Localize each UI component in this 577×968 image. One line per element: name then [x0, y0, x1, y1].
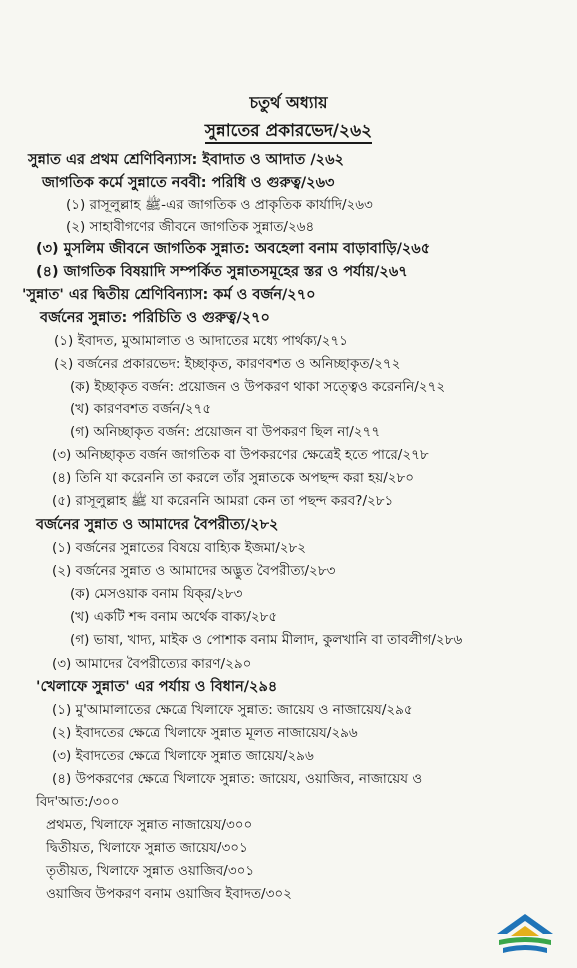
- toc-entry: (২) বর্জনের সুন্নাত ও আমাদের অদ্ভুত বৈপরীত্য/২৮৩: [52, 563, 336, 579]
- toc-entry: (৪) তিনি যা করেননি তা করলে তাঁর সুন্নাতকে অপছন্দ করা হয়/২৮০: [52, 470, 415, 486]
- toc-entry: (৪) জাগতিক বিষয়াদি সম্পর্কিত সুন্নাতসমূহের স্তর ও পর্যায়/২৬৭: [36, 264, 408, 280]
- toc-entry: প্রথমত, খিলাফে সুন্নাত নাজায়েয/৩০০: [46, 817, 253, 833]
- toc-entry: জাগতিক কর্মে সুন্নাতে নববী: পরিধি ও গুরুত্ব/২৬৩: [42, 175, 335, 191]
- toc-entry: সুন্নাত এর প্রথম শ্রেণিবিন্যাস: ইবাদাত ও আদাত /২৬২: [28, 152, 344, 168]
- toc-entry: (খ) একটি শব্দ বনাম অর্থেক বাক্য/২৮৫: [70, 609, 278, 625]
- toc-entry: (২) ইবাদতের ক্ষেত্রে খিলাফে সুন্নাত মূলত নাজায়েয/২৯৬: [52, 725, 358, 741]
- toc-entry: (খ) কারণবশত বর্জন/২৭৫: [70, 401, 212, 417]
- toc-entry: (৪) উপকরণের ক্ষেত্রে খিলাফে সুন্নাত: জায়েয, ওয়াজিব, নাজায়েয ও: [52, 771, 423, 787]
- toc-entry: (৫) রাসূলুল্লাহ ﷺ যা করেননি আমরা কেন তা পছন্দ করব?/২৮১: [52, 493, 394, 509]
- toc-entry: বিদ'আত:/৩০০: [36, 794, 120, 810]
- toc-entry: (১) ইবাদত, মুআমালাত ও আদাতের মধ্যে পার্থক্য/২৭১: [54, 333, 348, 349]
- toc-entry: (২) বর্জনের প্রকারভেদ: ইচ্ছাকৃত, কারণবশত ও অনিচ্ছাকৃত/২৭২: [54, 356, 401, 372]
- toc-entry: দ্বিতীয়ত, খিলাফে সুন্নাত জায়েয/৩০১: [46, 840, 248, 856]
- toc-entry: (ক) ইচ্ছাকৃত বর্জন: প্রয়োজন ও উপকরণ থাকা সত্ত্বেও করেননি/২৭২: [70, 379, 446, 395]
- toc-entry: (ক) মেসওয়াক বনাম যিক্‌র/২৮৩: [70, 586, 243, 602]
- section-title: [0, 118, 577, 146]
- toc-entry: বর্জনের সুন্নাত ও আমাদের বৈপরীত্য/২৮২: [36, 517, 279, 533]
- toc-entry: (২) সাহাবীগণের জীবনে জাগতিক সুন্নাত/২৬৪: [66, 219, 315, 235]
- toc-entry: (৩) আমাদের বৈপরীত্যের কারণ/২৯০: [52, 656, 252, 672]
- toc-entry: 'সুন্নাত' এর দ্বিতীয় শ্রেণিবিন্যাস: কর্ম ও বর্জন/২৭০: [22, 287, 316, 303]
- toc-entry: (৩) মুসলিম জীবনে জাগতিক সুন্নাত: অবহেলা বনাম বাড়াবাড়ি/২৬৫: [36, 241, 431, 257]
- toc-entry: (৩) অনিচ্ছাকৃত বর্জন জাগতিক বা উপকরণের ক্ষেত্রেই হতে পারে/২৭৮: [52, 447, 429, 463]
- toc-entry: (৩) ইবাদতের ক্ষেত্রে খিলাফে সুন্নাত জায়েয/২৯৬: [52, 748, 314, 764]
- toc-entry: বর্জনের সুন্নাত: পরিচিতি ও গুরুত্ব/২৭০: [40, 310, 270, 326]
- publisher-logo-icon: [493, 912, 557, 958]
- chapter-heading: চতুর্থ অধ্যায়: [249, 93, 328, 112]
- toc-entry: (গ) ভাষা, খাদ্য, মাইক ও পোশাক বনাম মীলাদ, কুলখানি বা তাবলীগ/২৮৬: [70, 632, 463, 648]
- toc-entry: (১) রাসূলুল্লাহ ﷺ-এর জাগতিক ও প্রাকৃতিক কার্যাদি/২৬৩: [66, 197, 373, 213]
- toc-entry: (১) বর্জনের সুন্নাতের বিষয়ে বাহ্যিক ইজমা/২৮২: [52, 540, 307, 556]
- toc-entry: ওয়াজিব উপকরণ বনাম ওয়াজিব ইবাদত/৩০২: [46, 886, 292, 902]
- toc-entry: তৃতীয়ত, খিলাফে সুন্নাত ওয়াজিব/৩০১: [46, 863, 255, 879]
- section-title-text: সুন্নাতের প্রকারভেদ/২৬২: [205, 121, 372, 144]
- toc-entry: 'খেলাফে সুন্নাত' এর পর্যায় ও বিধান/২৯৪: [36, 679, 278, 695]
- toc-entry: (গ) অনিচ্ছাকৃত বর্জন: প্রয়োজন বা উপকরণ ছিল না/২৭৭: [70, 424, 381, 440]
- toc-entry: (১) মু'আমালাতের ক্ষেত্রে খিলাফে সুন্নাত: জায়েয ও নাজায়েয/২৯৫: [52, 702, 413, 718]
